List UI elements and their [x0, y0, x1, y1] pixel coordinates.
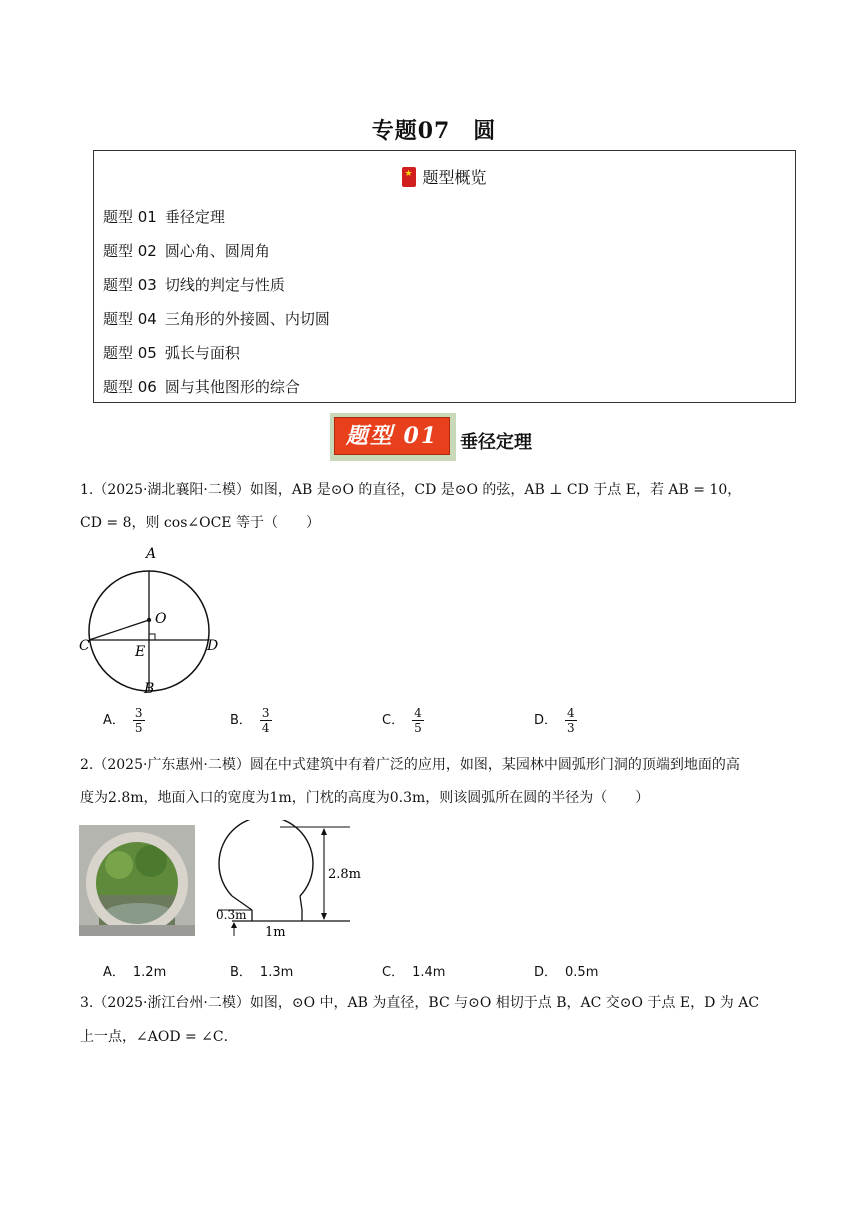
- overview-item-name: 三角形的外接圆、内切圆: [164, 310, 330, 328]
- arc-doorway: [219, 820, 313, 896]
- overview-item-name: 垂径定理: [164, 208, 225, 226]
- width-label: 1m: [265, 925, 286, 940]
- overview-item-name: 弧长与面积: [164, 344, 240, 362]
- label-o: O: [155, 611, 167, 627]
- overview-item: [103, 376, 300, 397]
- q3-text-line2: 上一点，∠AOD = ∠C．: [80, 1029, 238, 1045]
- overview-item-code: 题型 03: [103, 276, 157, 294]
- q2-text-line2: 度为2.8m，地面入口的宽度为1m，门枕的高度为0.3m，则该圆弧所在圆的半径为（ ）: [80, 790, 650, 806]
- right-arc-end: [300, 896, 302, 910]
- overview-item: [103, 342, 240, 363]
- q2-option-d[interactable]: [534, 961, 598, 980]
- q3-text-line1: 3.（2025·浙江台州·二模）如图，⊙O 中，AB 为直径，BC 与⊙O 相切于点 B，AC 交⊙O 于点 E，D 为 AC: [80, 995, 760, 1011]
- right-angle-mark: [149, 634, 155, 640]
- option-letter: B．: [230, 713, 252, 728]
- fraction-numerator: 4: [567, 706, 575, 720]
- sill-label: 0.3m: [216, 908, 247, 922]
- q1-text-line1: 1.（2025·湖北襄阳·二模）如图，AB 是⊙O 的直径，CD 是⊙O 的弦，AB ⊥ CD 于点 E，若 AB = 10，: [80, 482, 742, 498]
- fraction-numerator: 4: [414, 706, 422, 720]
- label-e: E: [135, 644, 146, 660]
- label-d: D: [207, 638, 219, 654]
- section-title: 垂径定理: [460, 432, 532, 453]
- q2-text-line1: 2.（2025·广东惠州·二模）圆在中式建筑中有着广泛的应用，如图，某园林中圆弧形门洞的顶端到地面的高: [80, 757, 740, 773]
- garden-moon-gate-photo: [79, 825, 195, 936]
- overview-item-code: 题型 01: [103, 208, 157, 226]
- overview-box: [93, 150, 796, 403]
- overview-item-name: 切线的判定与性质: [164, 276, 285, 294]
- q1-option-b[interactable]: [230, 706, 272, 735]
- option-letter: D．: [534, 713, 558, 728]
- overview-item: [103, 274, 285, 295]
- option-text: 1.3m: [259, 965, 294, 980]
- overview-item-code: 题型 06: [103, 378, 157, 396]
- height-label: 2.8m: [328, 867, 362, 882]
- q1-circle-figure: [76, 542, 236, 698]
- overview-item-code: 题型 02: [103, 242, 157, 260]
- overview-heading-text: 题型概览: [422, 168, 487, 187]
- overview-item: [103, 308, 330, 329]
- q1-option-c[interactable]: [382, 706, 424, 735]
- fraction-denominator: 4: [261, 721, 270, 735]
- q2-option-a[interactable]: [103, 961, 166, 980]
- option-letter: D．: [534, 965, 558, 980]
- section-badge: [330, 413, 456, 461]
- label-b: B: [144, 681, 155, 697]
- q1-text-line2: CD = 8，则 cos∠OCE 等于（ ）: [80, 515, 320, 531]
- label-a: A: [146, 546, 157, 562]
- option-letter: B．: [230, 965, 252, 980]
- overview-item: [103, 206, 225, 227]
- option-letter: C．: [382, 713, 405, 728]
- overview-item-name: 圆与其他图形的综合: [164, 378, 300, 396]
- fraction-numerator: 3: [134, 706, 143, 720]
- segment-oc: [89, 620, 149, 640]
- overview-item-code: 题型 05: [103, 344, 157, 362]
- option-letter: A．: [103, 713, 125, 728]
- center-point: [147, 618, 151, 622]
- option-text: 1.4m: [412, 965, 446, 980]
- fraction-numerator: 3: [261, 706, 270, 720]
- label-c: C: [79, 638, 90, 654]
- section-badge-label: 题型 01: [334, 417, 450, 455]
- option-letter: A．: [103, 965, 125, 980]
- fraction-denominator: 5: [134, 721, 143, 735]
- q1-option-d[interactable]: [534, 706, 577, 735]
- overview-item-name: 圆心角、圆周角: [164, 242, 270, 260]
- overview-heading: [94, 165, 795, 188]
- overview-item-code: 题型 04: [103, 310, 157, 328]
- option-letter: C．: [382, 965, 405, 980]
- fraction-denominator: 5: [414, 721, 422, 735]
- option-text: 0.5m: [565, 965, 599, 980]
- q1-option-a[interactable]: [103, 706, 145, 735]
- book-icon: [402, 167, 416, 187]
- option-text: 1.2m: [132, 965, 167, 980]
- q2-option-b[interactable]: [230, 961, 293, 980]
- q2-option-c[interactable]: [382, 961, 445, 980]
- overview-item: [103, 240, 270, 261]
- q2-door-diagram: [210, 820, 370, 942]
- page-title: 专题07 圆: [371, 118, 497, 144]
- fraction-denominator: 3: [567, 721, 575, 735]
